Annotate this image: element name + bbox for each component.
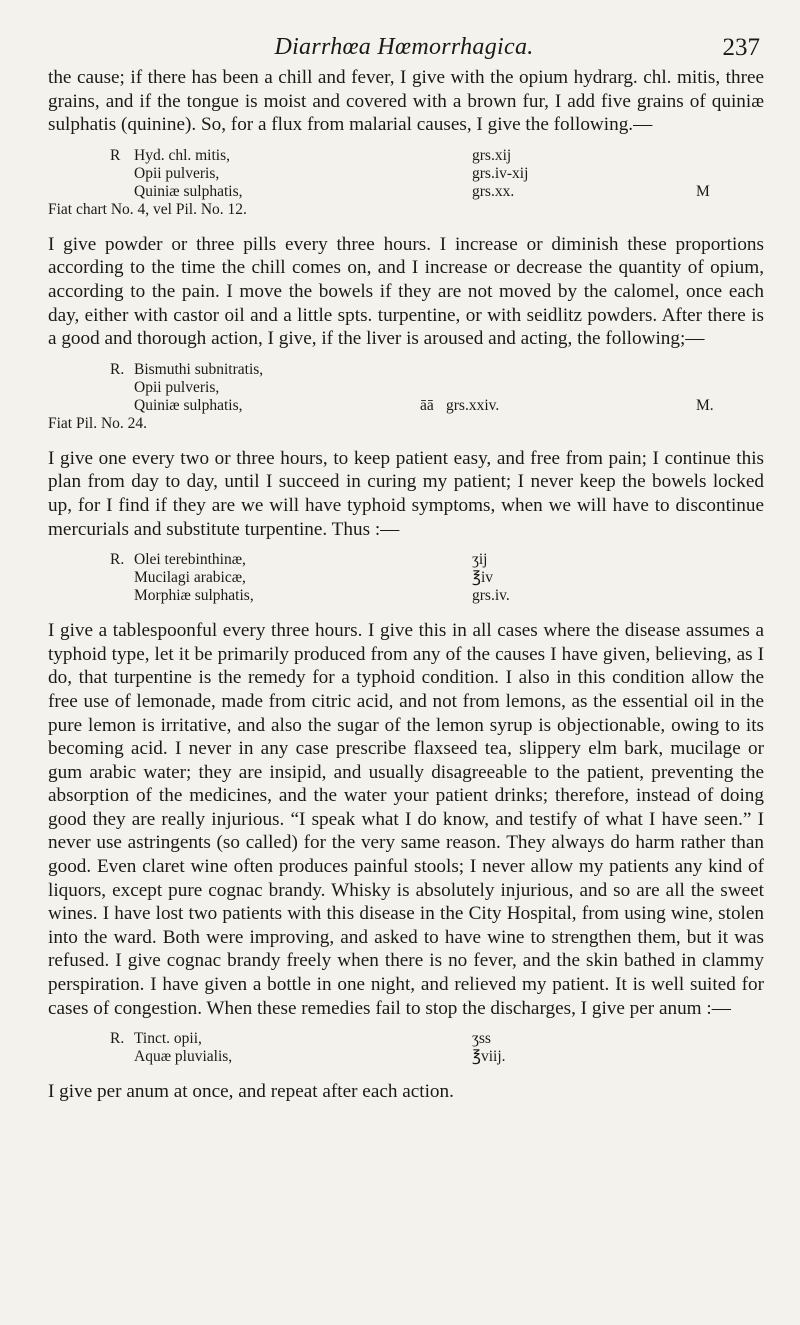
paragraph-3: I give one every two or three hours, to keep patient easy, and free from pain; I continue this plan from day to day, until I succeed in curing my patient; I never keep the bowels locked up, for I find if they are we will have typhoid symptoms, when we will have to discontinue mercurials and substitute turpentine. Thus :— bbox=[48, 447, 764, 540]
rx-amount: grs.xx. bbox=[472, 182, 515, 200]
page-body bbox=[48, 66, 764, 1104]
page-header bbox=[48, 24, 760, 64]
rx-misce-mark: M bbox=[696, 182, 710, 200]
rx-amount: ℥viij. bbox=[472, 1048, 506, 1066]
rx-amount: grs.iv-xij bbox=[472, 164, 529, 182]
rx-ingredient: Opii pulveris, bbox=[134, 164, 220, 182]
rx-ingredient: Quiniæ sulphatis, bbox=[134, 182, 243, 200]
rx-fiat: Fiat Pil. No. 24. bbox=[48, 414, 148, 432]
rx-symbol: R. bbox=[110, 551, 125, 569]
rx-symbol: R. bbox=[110, 360, 125, 378]
prescription-4 bbox=[48, 1030, 764, 1066]
rx-amount: grs.iv. bbox=[472, 587, 510, 605]
rx-ingredient: Tinct. opii, bbox=[134, 1030, 202, 1048]
rx-misce-mark: M. bbox=[696, 396, 714, 414]
rx-ingredient: Opii pulveris, bbox=[134, 378, 220, 396]
rx-symbol: R. bbox=[110, 1030, 125, 1048]
rx-symbol: R bbox=[110, 146, 121, 164]
rx-fiat: Fiat chart No. 4, vel Pil. No. 12. bbox=[48, 200, 247, 218]
paragraph-1: the cause; if there has been a chill and fever, I give with the opium hydrarg. chl. mitis, three grains, and if the tongue is moist and covered with a brown fur, I add five grains of quiniæ sulphatis (quinine). So, for a flux from malarial causes, I give the following.— bbox=[48, 67, 764, 136]
rx-ingredient: Morphiæ sulphatis, bbox=[134, 587, 254, 605]
rx-ingredient: Quiniæ sulphatis, bbox=[134, 396, 243, 414]
rx-ingredient: Mucilagi arabicæ, bbox=[134, 569, 246, 587]
rx-ingredient: Aquæ pluvialis, bbox=[134, 1048, 233, 1066]
prescription-3 bbox=[48, 551, 764, 605]
rx-ingredient: Olei terebinthinæ, bbox=[134, 551, 246, 569]
prescription-2 bbox=[48, 361, 764, 433]
rx-amount: ʒss bbox=[472, 1030, 491, 1048]
rx-ingredient: Bismuthi subnitratis, bbox=[134, 360, 264, 378]
prescription-1 bbox=[48, 147, 764, 219]
rx-amount: grs.xxiv. bbox=[446, 396, 500, 414]
running-title: Diarrhœa Hœmorrhagica. bbox=[274, 34, 534, 60]
page-number: 237 bbox=[722, 34, 760, 61]
paragraph-2: I give powder or three pills every three hours. I increase or diminish these proportions according to the time the chill comes on, and I increase or decrease the quantity of opium, according to the pain. I move the bowels if they are not moved by the calomel, once each day, either with castor oil and a little spts. turpentine, or with seidlitz powders. After there is a good and thorough action, I give, if the liver is aroused and acting, the following;— bbox=[48, 233, 764, 350]
rx-amount: ℥iv bbox=[472, 569, 494, 587]
rx-amount: ʒij bbox=[472, 551, 488, 569]
paragraph-5: I give per anum at once, and repeat after each action. bbox=[48, 1081, 454, 1103]
paragraph-4: I give a tablespoonful every three hours. I give this in all cases where the disease assumes a typhoid type, let it be primarily produced from any of the causes I have given, believing, as I do, that turpentine is the remedy for a typhoid condition. I also in this condition allow the free use of lemonade, made from citric acid, and not from lemons, as the essential oil in the pure lemon is irritative, and also the sugar of the lemon syrup is objectionable, owing to its becoming acid. I never in any case prescribe flaxseed tea, slippery elm bark, mucilage or gum arabic water; they are insipid, and usually disagreeable to the patient, preventing the absorption of the medicines, and the water your patient drinks; therefore, instead of doing good they are really injurious. “I speak what I do know, and testify of what I have seen.” I never use astringents (so called) for the very same reason. They always do harm rather than good. Even claret wine often produces painful stools; I never allow my patients any kind of liquors, except pure cognac brandy. Whisky is absolutely injurious, and so are all the sweet wines. I have lost two patients with this disease in the City Hospital, from using wine, stolen into the ward. Both were improving, and asked to have wine to strengthen them, but it was refused. I give cognac brandy freely when there is no fever, and the skin bathed in clammy perspiration. I have given a bottle in one night, and relieved my patient. It is well suited for cases of congestion. When these remedies fail to stop the discharges, I give per anum :— bbox=[48, 620, 764, 1019]
rx-each-mark: āā bbox=[420, 396, 434, 414]
rx-ingredient: Hyd. chl. mitis, bbox=[134, 146, 231, 164]
rx-amount: grs.xij bbox=[472, 146, 512, 164]
